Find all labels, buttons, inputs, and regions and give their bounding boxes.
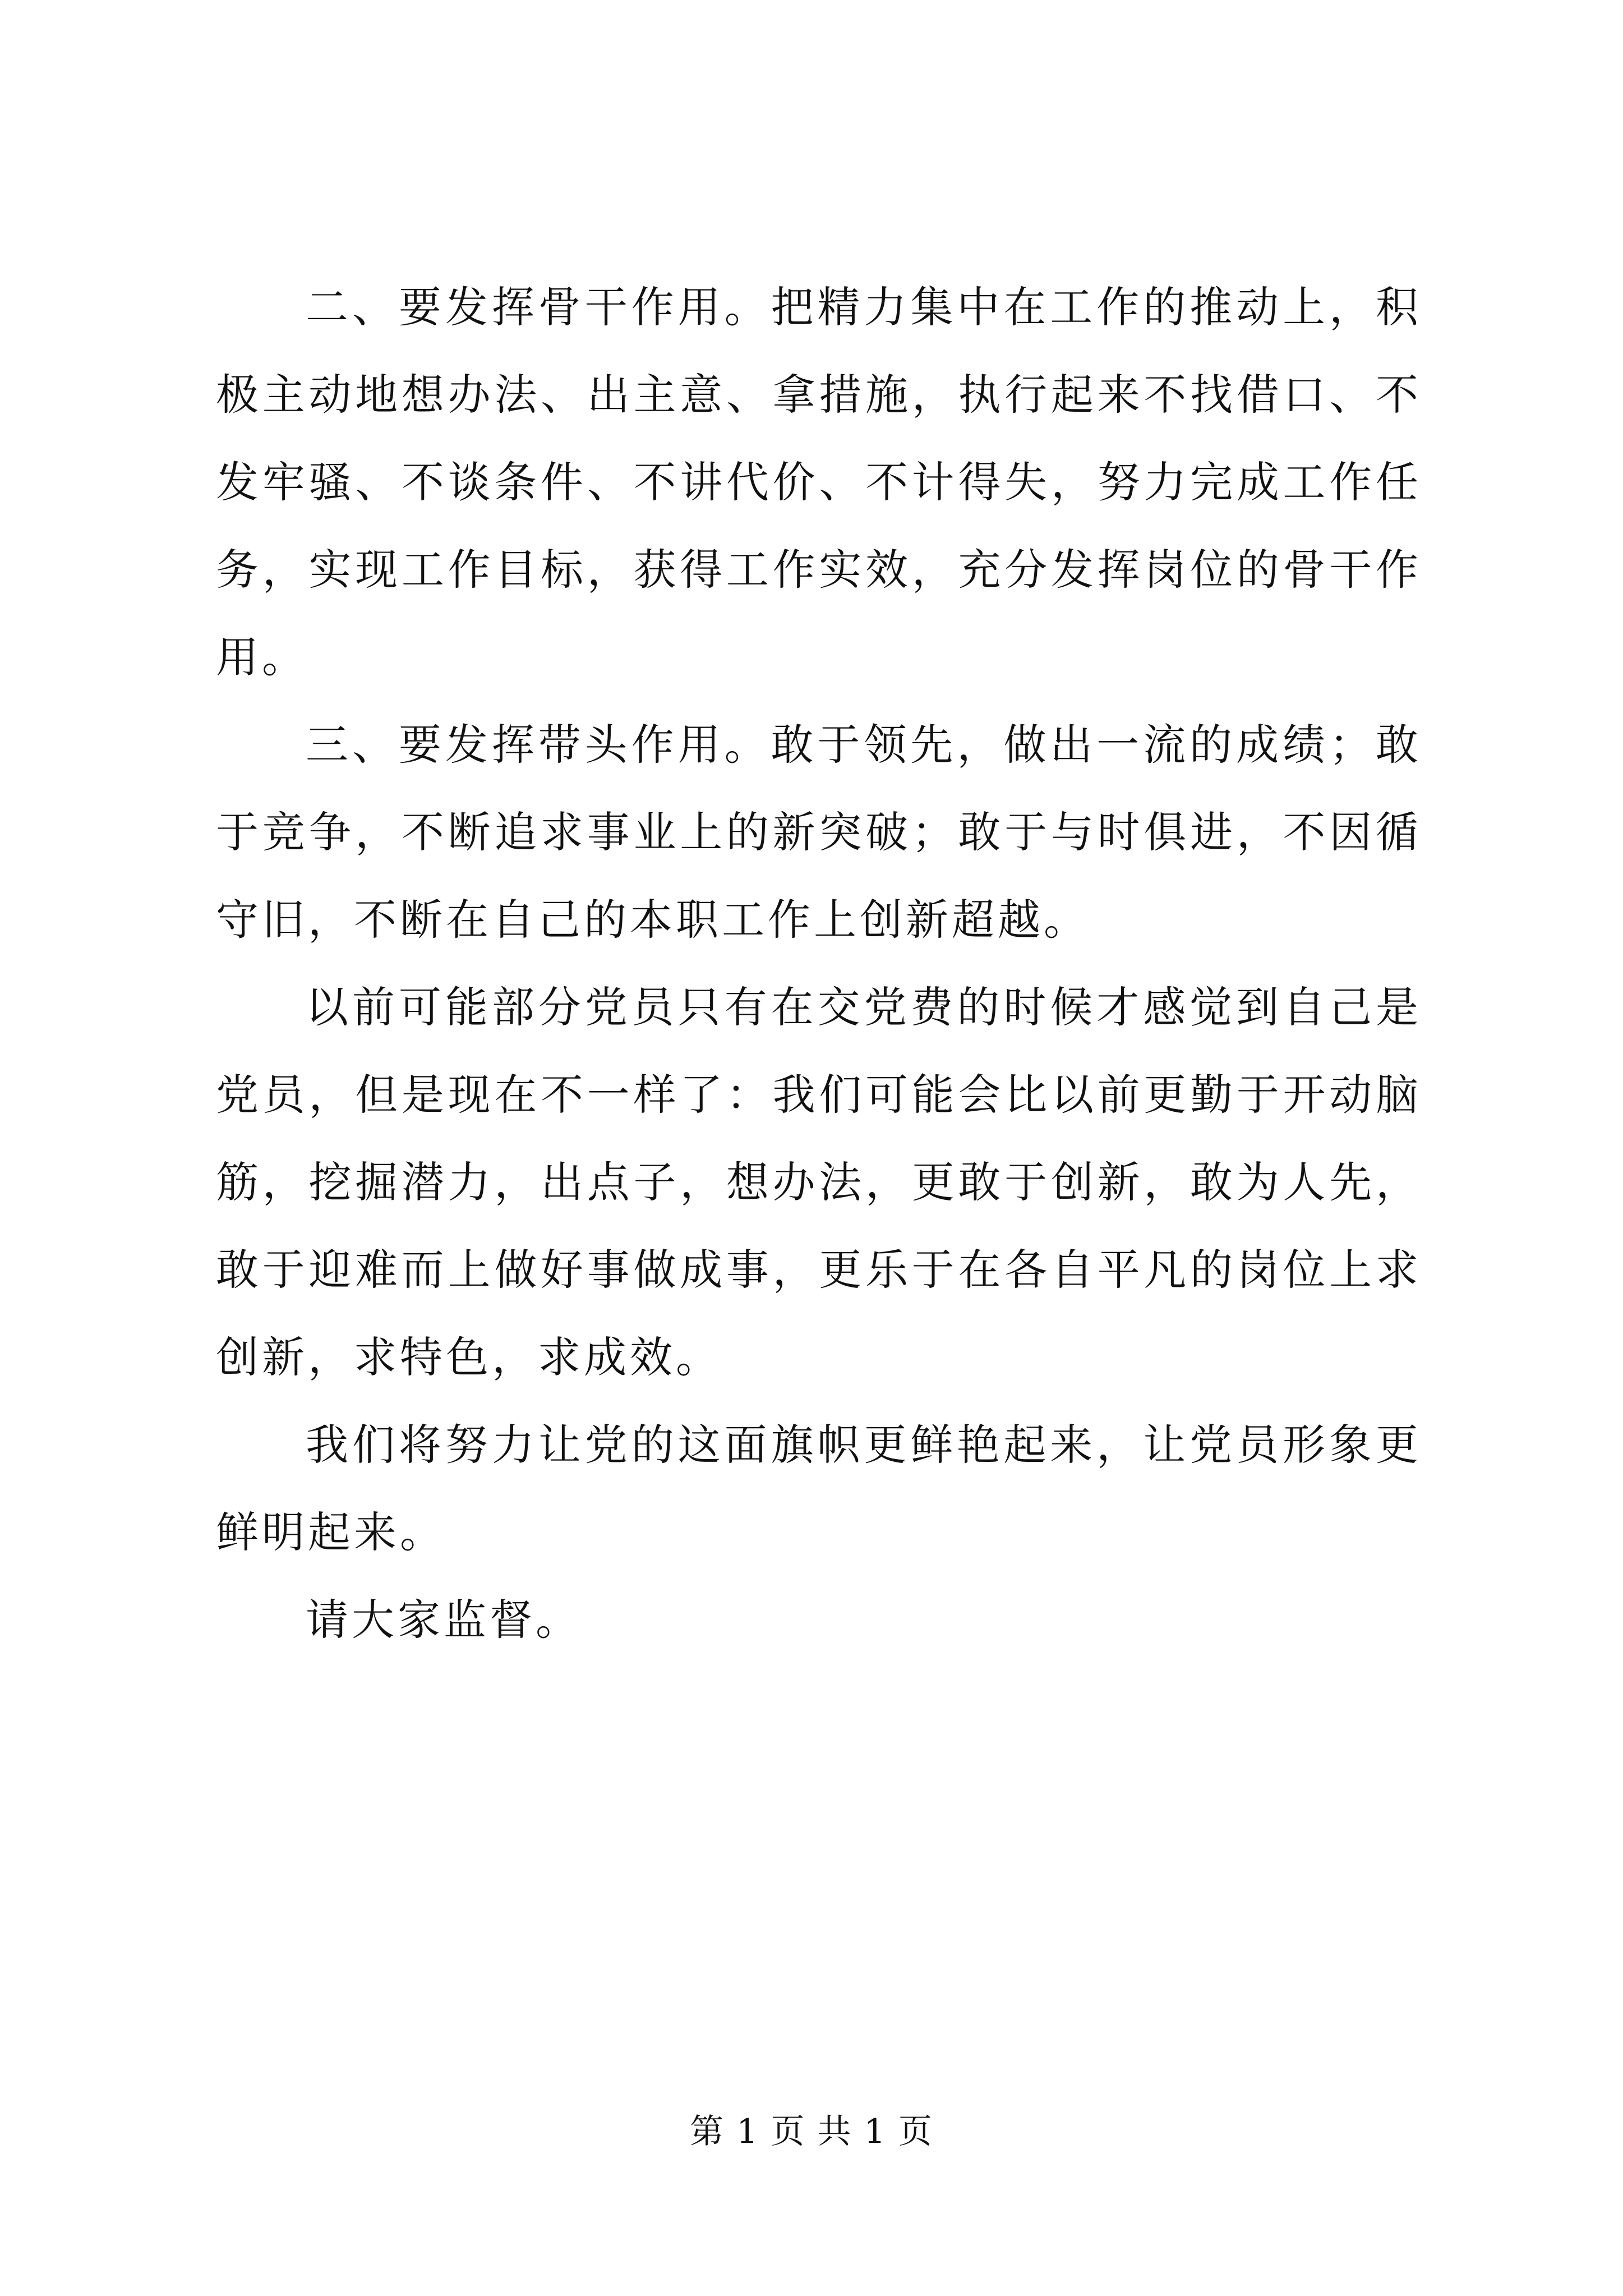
document-body <box>216 264 1422 1664</box>
paragraph-closing: 请大家监督。 <box>306 1595 582 1645</box>
paragraph-leading-role: 三、要发挥带头作用。敢于领先，做出一流的成绩；敢于竞争，不断追求事业上的新突破；敢于与时俱进，不因循守旧，不断在自己的本职工作上创新超越。 <box>216 720 1422 945</box>
paragraph-party-banner: 我们将努力让党的这面旗帜更鲜艳起来，让党员形象更鲜明起来。 <box>216 1420 1422 1557</box>
paragraph-backbone-role: 二、要发挥骨干作用。把精力集中在工作的推动上，积极主动地想办法、出主意、拿措施，执行起来不找借口、不发牢骚、不谈条件、不讲代价、不计得失，努力完成工作任务，实现工作目标，获得工作实效，充分发挥岗位的骨干作用。 <box>216 282 1422 682</box>
paragraph-party-members: 以前可能部分党员只有在交党费的时候才感觉到自己是党员，但是现在不一样了：我们可能会比以前更勤于开动脑筋，挖掘潜力，出点子，想办法，更敢于创新，敢为人先，敢于迎难而上做好事做成事，更乐于在各自平凡的岗位上求创新，求特色，求成效。 <box>216 982 1422 1382</box>
page-footer: 第 1 页 共 1 页 <box>690 2112 933 2151</box>
